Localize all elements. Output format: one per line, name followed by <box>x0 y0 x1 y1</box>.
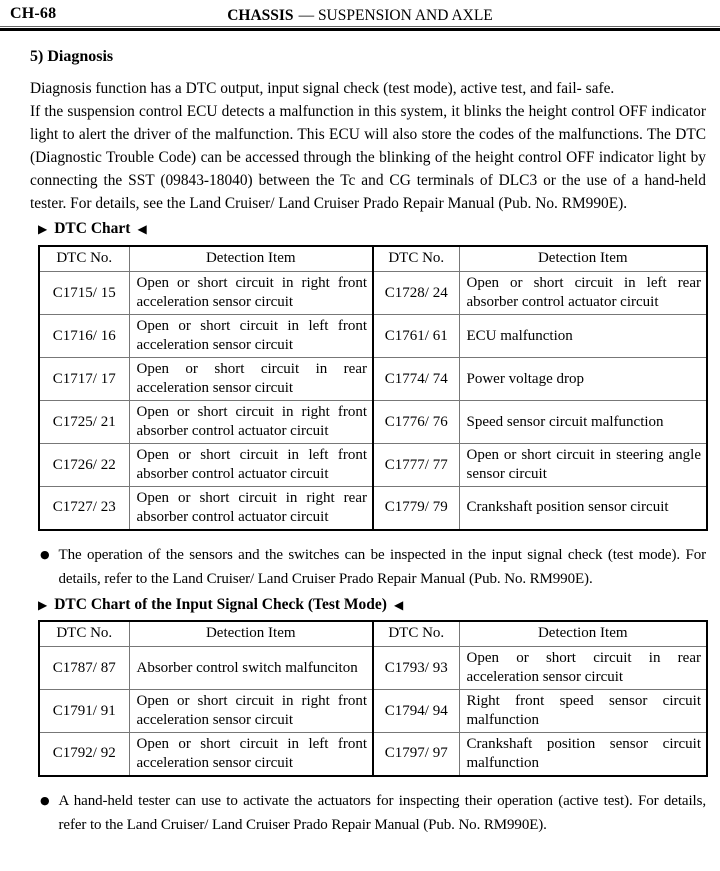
detection-item-cell: Power voltage drop <box>459 358 707 401</box>
dtc-no-cell: C1727/ 23 <box>39 487 129 530</box>
dtc-no-cell: C1792/ 92 <box>39 733 129 776</box>
detection-item-cell: Crankshaft position sensor circuit malfunction <box>459 733 707 776</box>
detection-item-cell: Right front speed sensor circuit malfunction <box>459 690 707 733</box>
header-rule <box>0 28 720 31</box>
table-row <box>39 733 707 776</box>
dtc-chart-table <box>38 245 708 531</box>
diagnosis-paragraph <box>30 77 706 215</box>
dtc-no-cell: C1726/ 22 <box>39 444 129 487</box>
dtc-no-cell: C1793/ 93 <box>373 647 459 690</box>
dtc-no-cell: C1787/ 87 <box>39 647 129 690</box>
page-header <box>0 0 720 27</box>
dtc-chart-heading <box>38 219 720 239</box>
dtc-no-cell: C1761/ 61 <box>373 315 459 358</box>
detection-item-cell: ECU malfunction <box>459 315 707 358</box>
col-header-detection-item: Detection Item <box>129 621 373 647</box>
detection-item-cell: Open or short circuit in rear acceleration sensor circuit <box>459 647 707 690</box>
table-row <box>39 401 707 444</box>
chapter-title-bold: CHASSIS <box>227 7 294 24</box>
dtc-no-cell: C1715/ 15 <box>39 272 129 315</box>
col-header-detection-item: Detection Item <box>129 246 373 272</box>
dtc-no-cell: C1728/ 24 <box>373 272 459 315</box>
bullet-text: A hand-held tester can use to activate the actuators for inspecting their operation (active test). For details, refer to the Land Cruiser/ Land Cruiser Prado Repair Manual (Pub. No. RM990E). <box>58 792 706 833</box>
detection-item-cell: Open or short circuit in rear acceleration sensor circuit <box>129 358 373 401</box>
table-row <box>39 315 707 358</box>
chapter-title <box>0 7 720 25</box>
detection-item-cell: Open or short circuit in left rear absorber control actuator circuit <box>459 272 707 315</box>
detection-item-cell: Open or short circuit in right rear absorber control actuator circuit <box>129 487 373 530</box>
detection-item-cell: Open or short circuit in left front absorber control actuator circuit <box>129 444 373 487</box>
test-mode-chart-heading <box>38 595 720 615</box>
dtc-no-cell: C1725/ 21 <box>39 401 129 444</box>
bullet-icon: ● <box>40 793 50 807</box>
bullet-icon: ● <box>40 547 50 561</box>
dtc-no-cell: C1717/ 17 <box>39 358 129 401</box>
dtc-no-cell: C1777/ 77 <box>373 444 459 487</box>
dtc-no-cell: C1774/ 74 <box>373 358 459 401</box>
dtc-no-cell: C1797/ 97 <box>373 733 459 776</box>
detection-item-cell: Open or short circuit in left front acceleration sensor circuit <box>129 315 373 358</box>
dtc-chart-heading-label: DTC Chart <box>54 219 131 237</box>
paragraph-intro: Diagnosis function has a DTC output, input signal check (test mode), active test, and fail- safe. <box>30 79 615 97</box>
dtc-no-cell: C1776/ 76 <box>373 401 459 444</box>
note-bullet <box>40 543 706 591</box>
detection-item-cell: Open or short circuit in right front absorber control actuator circuit <box>129 401 373 444</box>
table-header-row <box>39 621 707 647</box>
detection-item-cell: Absorber control switch malfunciton <box>129 647 373 690</box>
table-row <box>39 444 707 487</box>
table-row <box>39 487 707 530</box>
note-bullet <box>40 789 706 837</box>
detection-item-cell: Open or short circuit in right front acceleration sensor circuit <box>129 272 373 315</box>
triangle-left-icon: ◀ <box>393 597 404 612</box>
chapter-title-rest: — SUSPENSION AND AXLE <box>298 7 493 24</box>
test-mode-chart-table <box>38 620 708 777</box>
section-heading: 5) Diagnosis <box>30 47 114 65</box>
dtc-no-cell: C1791/ 91 <box>39 690 129 733</box>
detection-item-cell: Open or short circuit in steering angle sensor circuit <box>459 444 707 487</box>
dtc-no-cell: C1794/ 94 <box>373 690 459 733</box>
detection-item-cell: Speed sensor circuit malfunction <box>459 401 707 444</box>
col-header-dtc-no: DTC No. <box>373 246 459 272</box>
table-row <box>39 358 707 401</box>
detection-item-cell: Crankshaft position sensor circuit <box>459 487 707 530</box>
test-mode-chart-heading-label: DTC Chart of the Input Signal Check (Test Mode) <box>54 595 387 613</box>
triangle-right-icon: ▶ <box>38 597 48 612</box>
triangle-left-icon: ◀ <box>137 221 147 236</box>
detection-item-cell: Open or short circuit in left front acceleration sensor circuit <box>129 733 373 776</box>
table-header-row <box>39 246 707 272</box>
detection-item-cell: Open or short circuit in right front acceleration sensor circuit <box>129 690 373 733</box>
col-header-dtc-no: DTC No. <box>39 621 129 647</box>
paragraph-body: If the suspension control ECU detects a malfunction in this system, it blinks the height control OFF indicator light to alert the driver of the malfunction. This ECU will also store the codes of the malfunctions. The DTC (Diagnostic Trouble Code) can be accessed through the blinking of the height control OFF indicator light by connecting the SST (09843-18040) between the Tc and CG terminals of DLC3 or the use of a hand-held tester. For details, see the Land Cruiser/ Land Cruiser Prado Repair Manual (Pub. No. RM990E). <box>30 102 706 212</box>
dtc-no-cell: C1779/ 79 <box>373 487 459 530</box>
table-row <box>39 272 707 315</box>
page-number: CH-68 <box>10 5 57 22</box>
col-header-detection-item: Detection Item <box>459 621 707 647</box>
bullet-text: The operation of the sensors and the switches can be inspected in the input signal check (test mode). For details, refer to the Land Cruiser/ Land Cruiser Prado Repair Manual (Pub. No. RM990E). <box>58 546 706 587</box>
col-header-dtc-no: DTC No. <box>39 246 129 272</box>
col-header-dtc-no: DTC No. <box>373 621 459 647</box>
table-row <box>39 647 707 690</box>
dtc-no-cell: C1716/ 16 <box>39 315 129 358</box>
triangle-right-icon: ▶ <box>38 221 48 236</box>
col-header-detection-item: Detection Item <box>459 246 707 272</box>
table-row <box>39 690 707 733</box>
